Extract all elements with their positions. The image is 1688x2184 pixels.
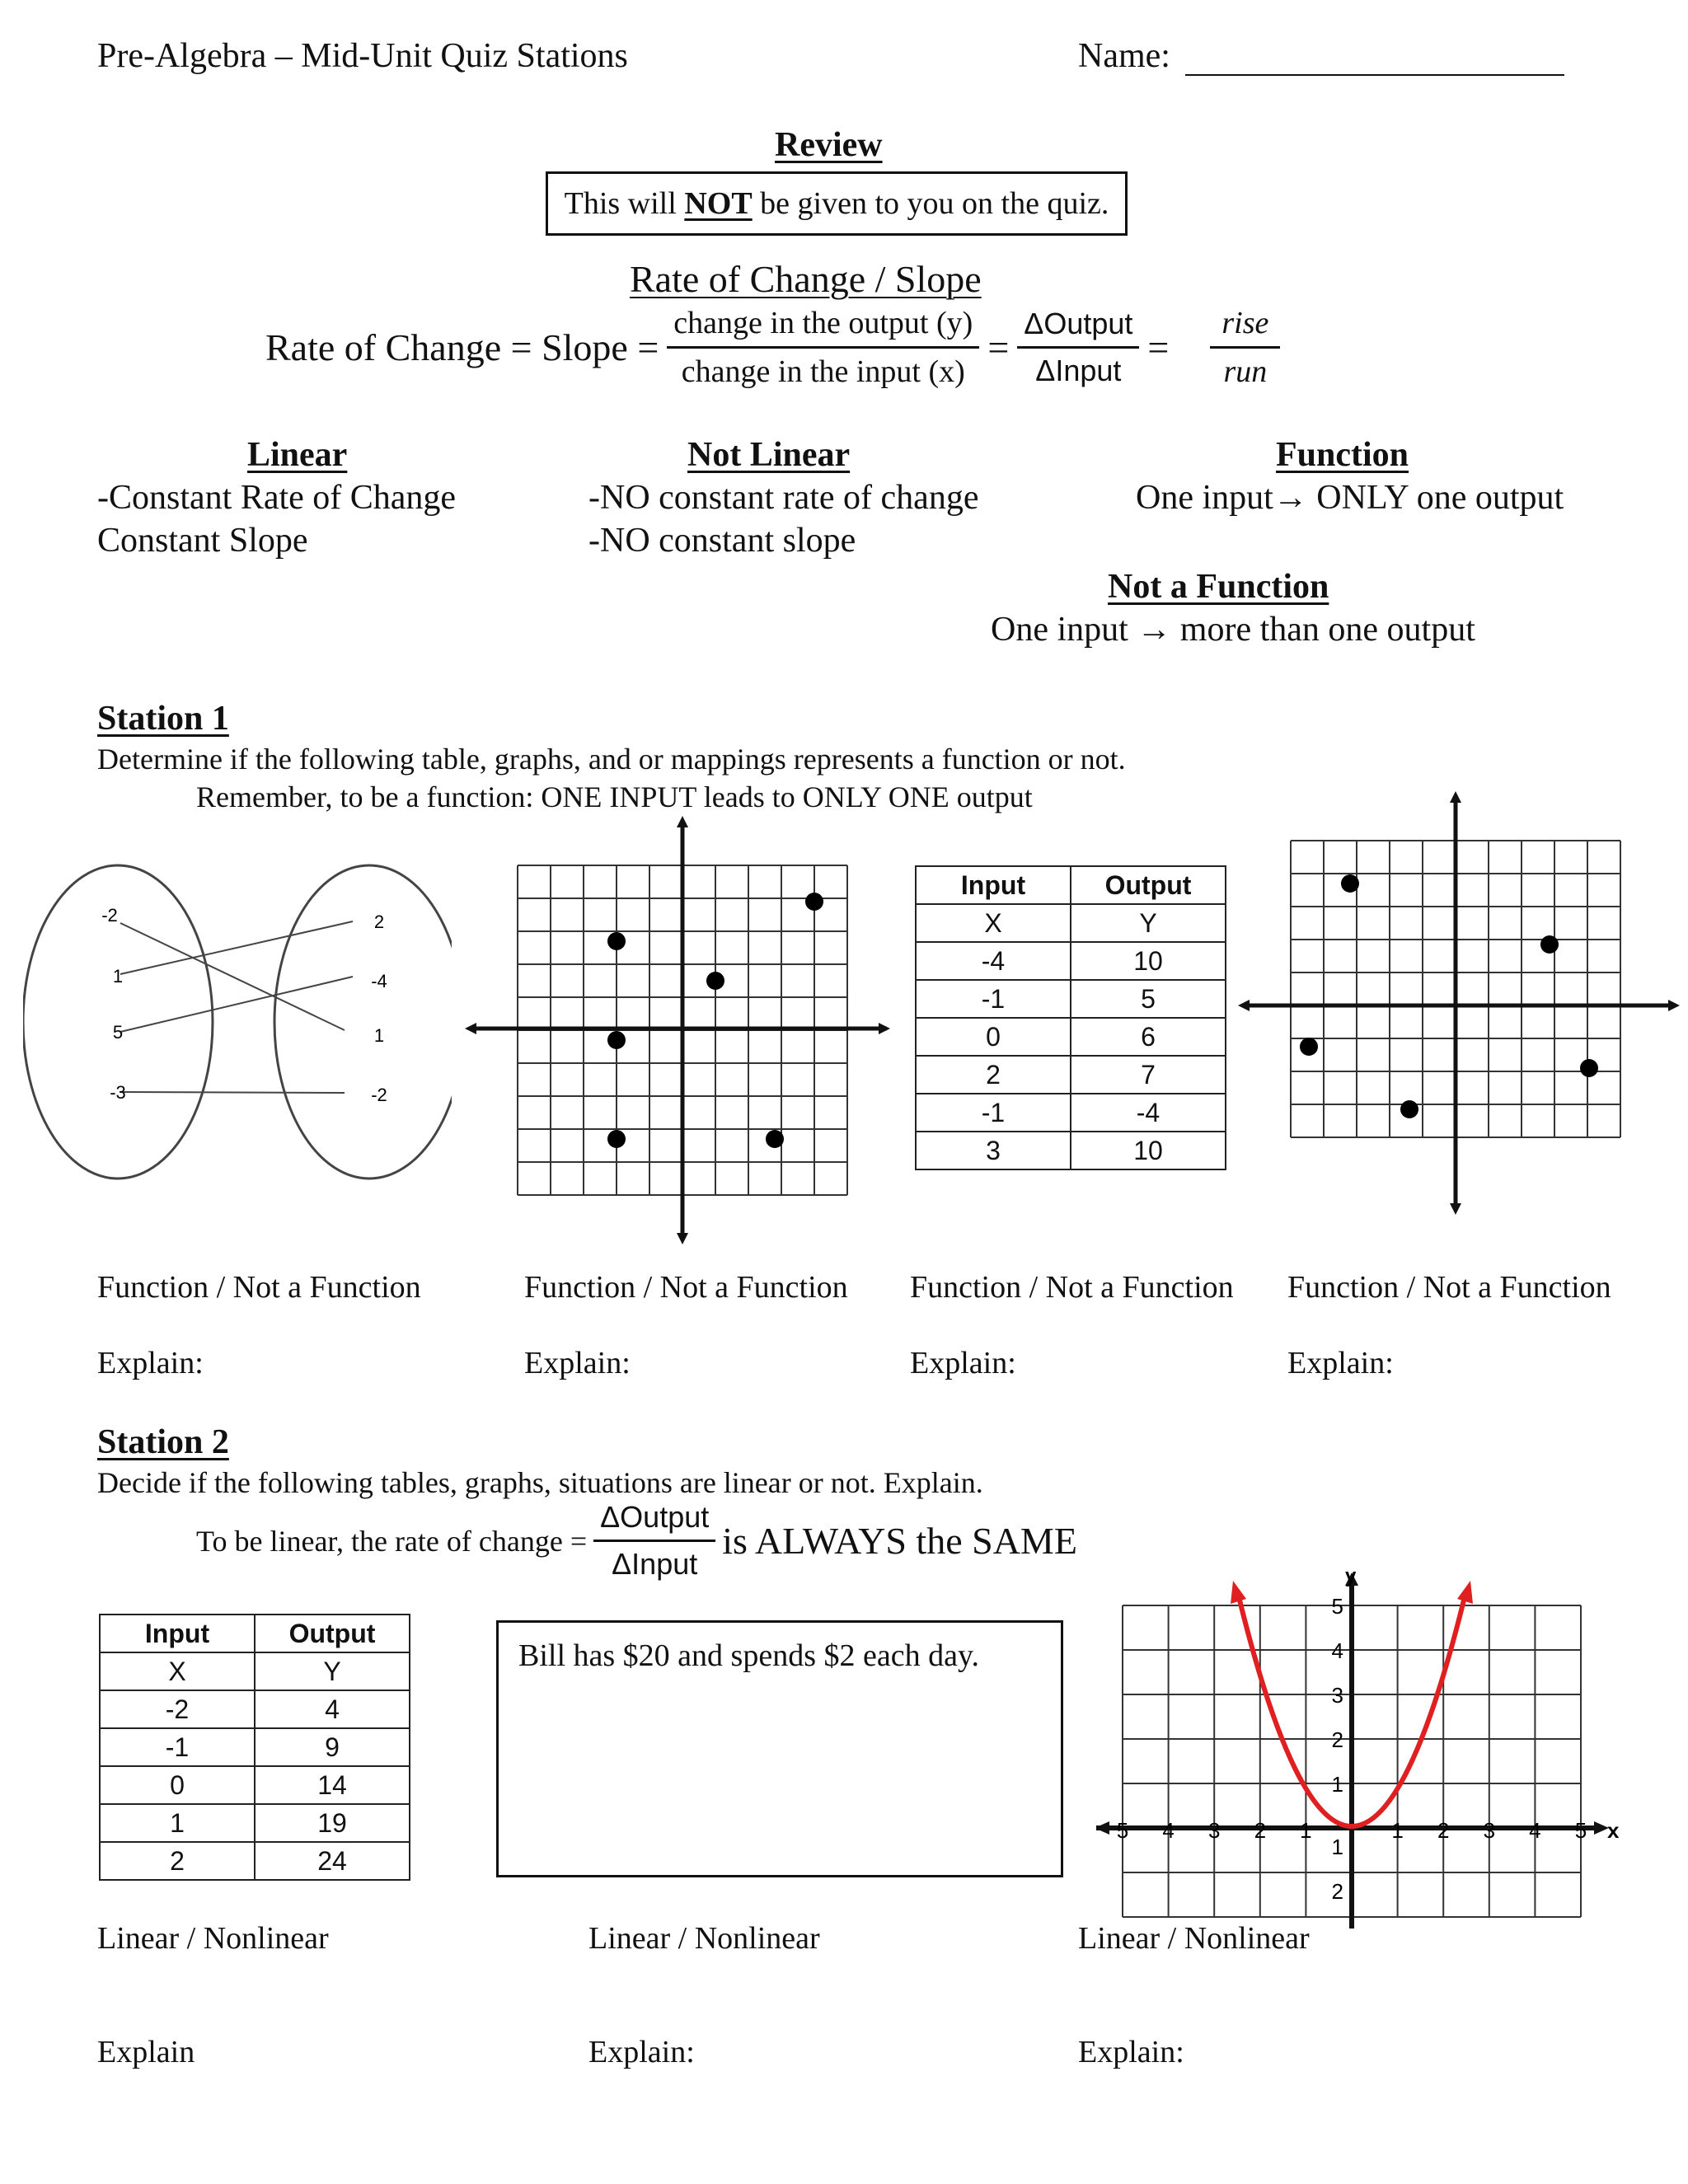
table-row	[100, 1652, 410, 1690]
parabola-y-tick: 2	[1331, 1727, 1343, 1752]
station1-explain-3: Explain:	[910, 1346, 1016, 1380]
station1-explain-1: Explain:	[97, 1346, 204, 1380]
linear-rule-den: ΔInput	[612, 1547, 698, 1581]
station2-table	[99, 1614, 410, 1881]
mapping-output-value: 1	[373, 1025, 385, 1046]
table-cell: 2	[916, 1056, 1071, 1094]
station2-explain-3: Explain:	[1078, 2035, 1184, 2069]
linear-rule-pre: To be linear, the rate of change =	[196, 1524, 588, 1558]
table-cell: 24	[255, 1842, 410, 1880]
station1-choice-1[interactable]: Function / Not a Function	[97, 1270, 421, 1305]
slope-fraction-delta-num: ΔOutput	[1017, 307, 1139, 349]
parabola-x-axis-label: x	[1607, 1818, 1620, 1843]
parabola-y-tick: 5	[1331, 1594, 1343, 1619]
station1-heading: Station 1	[97, 700, 229, 738]
linear-line-1: -Constant Rate of Change	[97, 479, 457, 517]
mapping-arrow	[120, 1092, 345, 1093]
parabola-x-tick: 3	[1207, 1818, 1221, 1843]
mapping-output-value: 2	[373, 912, 385, 932]
linear-rule	[196, 1500, 1077, 1582]
graph-b-point	[1540, 935, 1559, 954]
graph-a-point	[607, 932, 626, 950]
table-cell: -1	[916, 1094, 1071, 1132]
rate-heading: Rate of Change / Slope	[630, 258, 982, 300]
parabola-y-tick: 2	[1331, 1879, 1343, 1904]
equals-sign: =	[1147, 326, 1170, 368]
table-row	[916, 1056, 1226, 1094]
table-cell: -1	[100, 1728, 255, 1766]
table-cell: 0	[916, 1018, 1071, 1056]
graph-b-point	[1341, 874, 1359, 893]
not-linear-heading: Not Linear	[687, 436, 851, 474]
curve-arrow-icon	[1457, 1581, 1473, 1604]
table-cell: 9	[255, 1728, 410, 1766]
review-note-bold: NOT	[684, 186, 753, 221]
slope-fraction-rise-run	[1210, 305, 1280, 390]
axis-arrow-icon	[677, 816, 688, 827]
linear-rule-post: is ALWAYS the SAME	[722, 1520, 1077, 1562]
parabola-x-tick: 1	[1391, 1818, 1404, 1843]
name-blank-line	[1185, 41, 1564, 76]
table-row	[916, 904, 1226, 942]
mapping-diagram	[23, 857, 460, 1187]
table-header-row	[100, 1615, 410, 1652]
table-cell: 10	[1071, 1132, 1226, 1169]
station1-choice-2[interactable]: Function / Not a Function	[524, 1270, 848, 1305]
table-header-output: Output	[255, 1615, 410, 1652]
graph-a-point	[766, 1130, 784, 1148]
table-row	[916, 980, 1226, 1018]
table-cell: X	[916, 904, 1071, 942]
axis-arrow-icon	[1450, 791, 1461, 803]
table-cell: 1	[100, 1804, 255, 1842]
mapping-arrow	[120, 921, 353, 974]
axis-arrow-icon	[1096, 1821, 1109, 1835]
table-cell: -2	[100, 1690, 255, 1728]
not-function-heading: Not a Function	[1108, 568, 1329, 606]
situation-text: Bill has $20 and spends $2 each day.	[518, 1638, 979, 1673]
function-line-1: One input→ ONLY one output	[1136, 479, 1564, 517]
table-header-input: Input	[916, 866, 1071, 904]
station2-parabola-graph	[1096, 1566, 1624, 1929]
parabola-y-tick: 4	[1331, 1638, 1343, 1663]
table-row	[916, 1132, 1226, 1169]
parabola-x-tick: 2	[1254, 1818, 1267, 1843]
slope-fraction-words-den: change in the input (x)	[681, 354, 965, 389]
station2-explain-2: Explain:	[588, 2035, 695, 2069]
axis-arrow-icon	[1450, 1203, 1461, 1215]
parabola-y-tick: 3	[1331, 1683, 1343, 1708]
station1-graph-a	[462, 816, 890, 1244]
station1-graph-b	[1236, 791, 1681, 1220]
table-row	[100, 1690, 410, 1728]
worksheet-title: Pre-Algebra – Mid-Unit Quiz Stations	[97, 37, 628, 75]
graph-b-point	[1580, 1059, 1598, 1077]
parabola-x-tick: 5	[1574, 1818, 1587, 1843]
station1-reminder: Remember, to be a function: ONE INPUT leads to ONLY ONE output	[196, 780, 1033, 813]
table-cell: Y	[1071, 904, 1226, 942]
review-note-post: be given to you on the quiz.	[752, 186, 1109, 221]
table-row	[916, 1018, 1226, 1056]
slope-fraction-rise: rise	[1210, 305, 1280, 349]
linear-rule-fraction	[593, 1500, 715, 1582]
mapping-input-value: -3	[110, 1082, 126, 1103]
station1-instructions: Determine if the following table, graphs, and or mappings represents a function or not.	[97, 743, 1126, 776]
parabola-x-tick: 2	[1437, 1818, 1450, 1843]
linear-line-2: Constant Slope	[97, 522, 308, 560]
station2-instructions: Decide if the following tables, graphs, situations are linear or not. Explain.	[97, 1466, 983, 1499]
parabola-x-tick: 5	[1116, 1818, 1129, 1843]
mapping-input-value: 5	[112, 1022, 124, 1043]
table-cell: -4	[916, 942, 1071, 980]
axis-arrow-icon	[1668, 1000, 1680, 1011]
review-note-pre: This will	[564, 186, 685, 221]
station2-heading: Station 2	[97, 1423, 229, 1461]
mapping-input-value: -2	[101, 905, 118, 926]
table-header-output: Output	[1071, 866, 1226, 904]
axis-arrow-icon	[1238, 1000, 1250, 1011]
curve-arrow-icon	[1231, 1581, 1246, 1604]
slope-formula	[265, 305, 1280, 390]
mapping-output-value: -2	[371, 1085, 387, 1105]
table-row	[100, 1804, 410, 1842]
station1-choice-3[interactable]: Function / Not a Function	[910, 1270, 1234, 1305]
table-header-input: Input	[100, 1615, 255, 1652]
table-row	[100, 1766, 410, 1804]
review-heading: Review	[775, 126, 883, 164]
table-row	[916, 1094, 1226, 1132]
situation-box	[496, 1620, 1063, 1877]
graph-b-point	[1400, 1100, 1418, 1118]
graph-a-point	[607, 1031, 626, 1049]
not-linear-line-2: -NO constant slope	[588, 522, 856, 560]
station1-choice-4[interactable]: Function / Not a Function	[1287, 1270, 1611, 1305]
slope-fraction-run: run	[1223, 354, 1268, 389]
station2-explain-1: Explain	[97, 2035, 195, 2069]
mapping-input-value: 1	[112, 966, 124, 987]
table-cell: X	[100, 1652, 255, 1690]
station2-choice-1[interactable]: Linear / Nonlinear	[97, 1921, 329, 1956]
parabola-x-tick: 4	[1162, 1818, 1175, 1843]
table-cell: -1	[916, 980, 1071, 1018]
station1-table	[915, 865, 1226, 1170]
parabola-y-tick: 1	[1331, 1835, 1343, 1859]
slope-fraction-words	[667, 305, 979, 390]
table-cell: 14	[255, 1766, 410, 1804]
slope-formula-lhs: Rate of Change = Slope =	[265, 326, 659, 368]
axis-arrow-icon	[879, 1023, 890, 1034]
table-cell: 19	[255, 1804, 410, 1842]
table-cell: -4	[1071, 1094, 1226, 1132]
name-label: Name:	[1078, 37, 1170, 75]
table-cell: 10	[1071, 942, 1226, 980]
table-cell: 6	[1071, 1018, 1226, 1056]
graph-a-point	[805, 893, 823, 911]
parabola-y-tick: 1	[1331, 1772, 1343, 1797]
graph-a-point	[706, 972, 724, 990]
table-cell: 2	[100, 1842, 255, 1880]
mapping-arrow	[120, 923, 345, 1030]
table-cell: 0	[100, 1766, 255, 1804]
parabola-x-tick: 3	[1483, 1818, 1496, 1843]
equals-sign: =	[987, 326, 1010, 368]
table-row	[100, 1728, 410, 1766]
parabola-y-axis-label: y	[1345, 1566, 1357, 1587]
station1-explain-4: Explain:	[1287, 1346, 1394, 1380]
axis-arrow-icon	[677, 1233, 688, 1244]
station1-explain-2: Explain:	[524, 1346, 631, 1380]
station2-choice-3[interactable]: Linear / Nonlinear	[1078, 1921, 1310, 1956]
mapping-arrow	[120, 977, 353, 1032]
parabola-x-tick: 1	[1300, 1818, 1312, 1843]
axis-arrow-icon	[465, 1023, 476, 1034]
parabola-x-tick: 4	[1529, 1818, 1541, 1843]
linear-heading: Linear	[247, 436, 348, 474]
linear-rule-num: ΔOutput	[593, 1500, 715, 1542]
name-field[interactable]	[1078, 36, 1564, 76]
review-note-box	[546, 171, 1128, 236]
table-header-row	[916, 866, 1226, 904]
table-cell: 7	[1071, 1056, 1226, 1094]
table-row	[100, 1842, 410, 1880]
mapping-output-value: -4	[371, 971, 387, 991]
table-cell: 3	[916, 1132, 1071, 1169]
table-cell: 5	[1071, 980, 1226, 1018]
table-cell: 4	[255, 1690, 410, 1728]
not-function-line-1: One input → more than one output	[991, 611, 1475, 649]
slope-fraction-delta	[1017, 307, 1139, 388]
graph-b-point	[1300, 1038, 1318, 1056]
station2-choice-2[interactable]: Linear / Nonlinear	[588, 1921, 820, 1956]
not-linear-line-1: -NO constant rate of change	[588, 479, 979, 517]
graph-a-point	[607, 1130, 626, 1148]
slope-fraction-delta-den: ΔInput	[1035, 354, 1122, 387]
function-heading: Function	[1276, 436, 1409, 474]
mapping-output-oval	[274, 865, 460, 1179]
slope-fraction-words-num: change in the output (y)	[667, 305, 979, 349]
table-cell: Y	[255, 1652, 410, 1690]
table-row	[916, 942, 1226, 980]
